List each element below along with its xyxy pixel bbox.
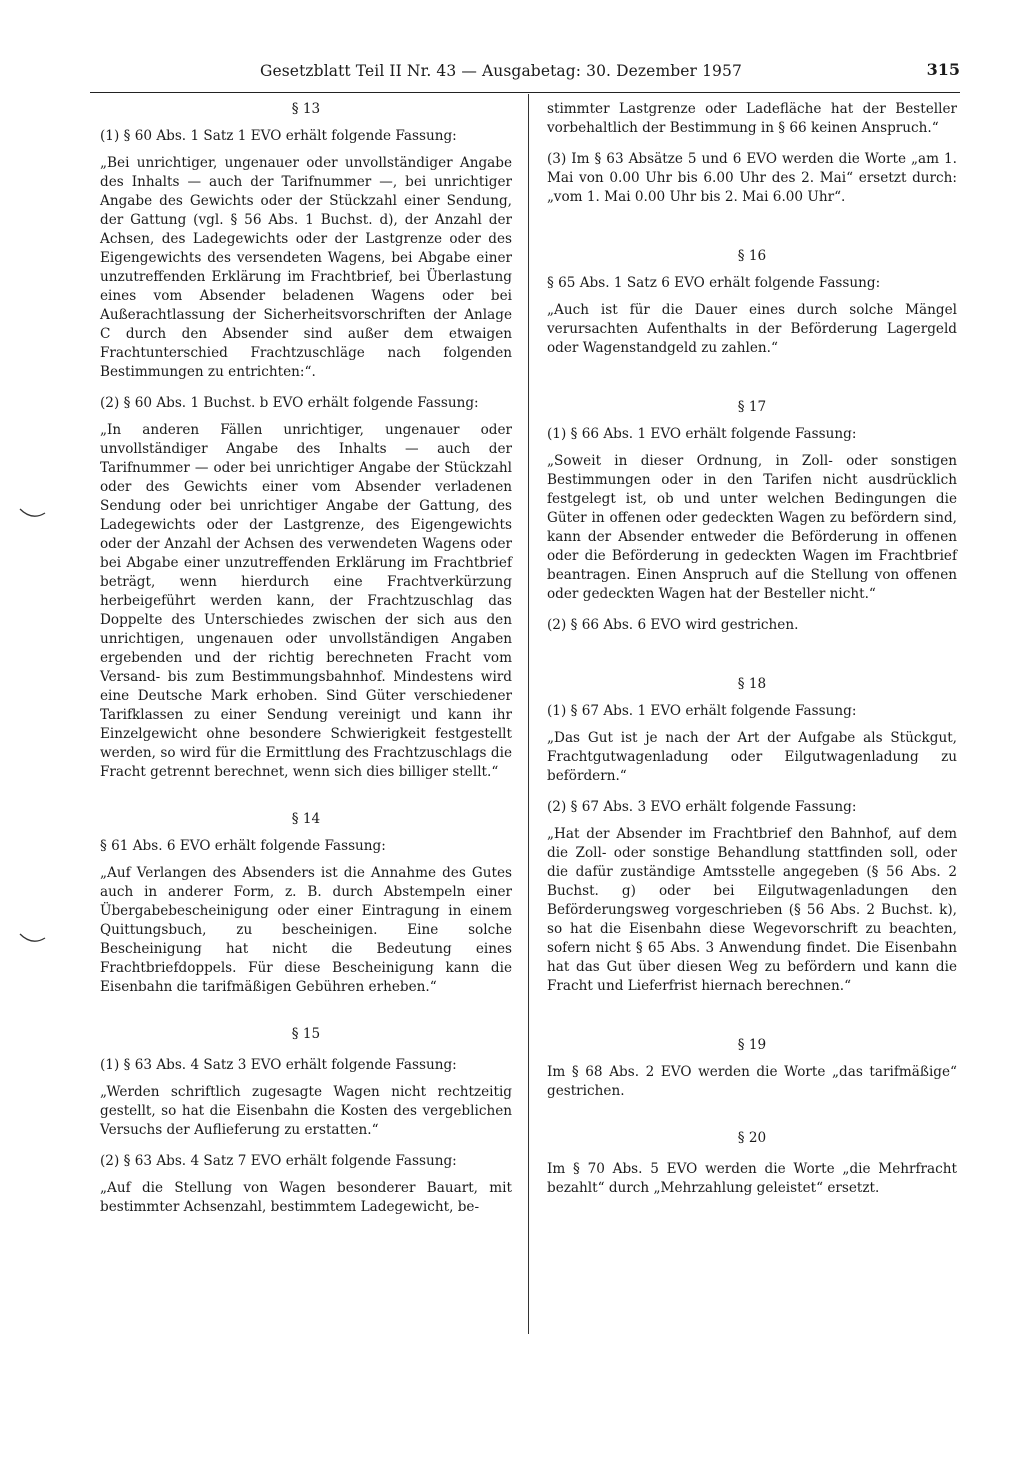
section-13-para-1-text: „Bei unrichtiger, ungenauer oder unvollständiger Angabe des Inhalts — auch der Tarifnummer —, bei unrichtiger Angabe des Gewichts oder der Stückzahl einer Sendung, der Gattung (vgl. § 56 Abs. 1 Buchst. d), der Anzahl der Achsen, des Ladegewichts oder der Lastgrenze oder des Eigengewichts des versendeten Wagens, bei Abgabe einer unzutreffenden Erklärung im Frachtbrief, bei Überlastung eines vom Absender beladenen Wagens oder bei Außerachtlassung der Sicherheitsvorschriften der Anlage C durch den Absender sind außer dem etwaigen Frachtunterschied Frachtzuschläge nach folgenden Bestimmungen zu entrichten:“. — [100, 155, 512, 380]
section-18-heading: § 18 — [737, 676, 767, 692]
section-15-heading: § 15 — [291, 1026, 321, 1042]
section-18-para-2-text: „Hat der Absender im Frachtbrief den Bahnhof, auf dem die Zoll- oder sonstige Behandlung stattfinden soll, oder die dafür zuständige Amtsstelle angegeben (§ 56 Abs. 2 Buchst. g) oder bei Eilgutwagenladungen den Beförderungsweg vorgeschrieben (§ 56 Abs. 2 Buchst. k), so hat die Eisenbahn diese Wegevorschrift zu beachten, sofern nicht § 65 Abs. 3 Anwendung findet. Die Eisenbahn hat das Gut über diesen Weg zu befördern und kann die Fracht und Lieferfrist hiernach berechnen.“ — [547, 826, 957, 994]
section-14-intro: § 61 Abs. 6 EVO erhält folgende Fassung: — [100, 838, 386, 854]
section-15-para-2-intro: (2) § 63 Abs. 4 Satz 7 EVO erhält folgende Fassung: — [100, 1153, 457, 1169]
section-20-text: Im § 70 Abs. 5 EVO werden die Worte „die Mehrfracht bezahlt“ durch „Mehrzahlung geleistet“ ersetzt. — [547, 1161, 957, 1196]
section-15-para-2-continued: stimmter Lastgrenze oder Ladefläche hat der Besteller vorbehaltlich der Bestimmung in § 66 keinen Anspruch.“ — [547, 101, 957, 136]
section-16-heading: § 16 — [737, 248, 767, 264]
section-13-heading: § 13 — [291, 101, 321, 117]
page-number: 315 — [926, 60, 960, 79]
section-17-para-1-text: „Soweit in dieser Ordnung, in Zoll- oder sonstigen Bestimmungen oder in den Tarifen nicht ausdrücklich festgelegt ist, ob und unter welchen Bedingungen die Güter in offenen oder gedeckten Wagen zu befördern sind, kann der Absender entweder die Beförderung in offenen oder die Beförderung in gedeckten Wagen im Frachtbrief beantragen. Einen Anspruch auf die Stellung von offenen oder gedeckten Wagen hat der Besteller nicht.“ — [547, 453, 957, 602]
section-18-para-1-text: „Das Gut ist je nach der Art der Aufgabe als Stückgut, Frachtgutwagenladung oder Eilgutwagenladung zu befördern.“ — [547, 730, 957, 784]
section-17-para-2-text: (2) § 66 Abs. 6 EVO wird gestrichen. — [547, 617, 799, 633]
left-column — [100, 100, 512, 1217]
column-divider — [528, 94, 529, 1334]
section-17-para-1-intro: (1) § 66 Abs. 1 EVO erhält folgende Fassung: — [547, 426, 857, 442]
section-17-heading: § 17 — [737, 399, 767, 415]
section-15-para-3-text: (3) Im § 63 Absätze 5 und 6 EVO werden die Worte „am 1. Mai von 0.00 Uhr bis 6.00 Uhr des 2. Mai“ ersetzt durch: „vom 1. Mai 0.00 Uhr bis 2. Mai 6.00 Uhr“. — [547, 151, 957, 205]
section-14-text: „Auf Verlangen des Absenders ist die Annahme des Gutes auch in anderer Form, z. B. durch Abstempeln einer Übergabebescheinigung oder einer Eintragung in einem Quittungsbuch, zu bescheinigen. Eine solche Bescheinigung hat nicht die Bedeutung eines Frachtbriefdoppels. Für diese Bescheinigung kann die Eisenbahn die tarifmäßigen Gebühren erheben.“ — [100, 865, 512, 995]
section-13-para-2-intro: (2) § 60 Abs. 1 Buchst. b EVO erhält folgende Fassung: — [100, 395, 479, 411]
header-title: Gesetzblatt Teil II Nr. 43 — Ausgabetag: 30. Dezember 1957 — [260, 62, 742, 80]
margin-mark — [18, 505, 48, 525]
section-13-para-1-intro: (1) § 60 Abs. 1 Satz 1 EVO erhält folgende Fassung: — [100, 128, 457, 144]
section-16-intro: § 65 Abs. 1 Satz 6 EVO erhält folgende Fassung: — [547, 275, 881, 291]
section-16-text: „Auch ist für die Dauer eines durch solche Mängel verursachten Aufenthalts in der Beförderung Lagergeld oder Wagenstandgeld zu zahlen.“ — [547, 302, 957, 356]
section-14-heading: § 14 — [291, 811, 321, 827]
page-header — [90, 58, 960, 92]
section-18-para-2-intro: (2) § 67 Abs. 3 EVO erhält folgende Fassung: — [547, 799, 857, 815]
margin-mark — [18, 930, 48, 950]
section-19-heading: § 19 — [737, 1037, 767, 1053]
section-15-para-1-intro: (1) § 63 Abs. 4 Satz 3 EVO erhält folgende Fassung: — [100, 1057, 457, 1073]
header-rule — [90, 92, 960, 93]
right-column — [547, 100, 957, 1198]
section-15-para-1-text: „Werden schriftlich zugesagte Wagen nicht rechtzeitig gestellt, so hat die Eisenbahn die Kosten des vergeblichen Versuchs der Auflieferung zu erstatten.“ — [100, 1084, 512, 1138]
section-15-para-2-text: „Auf die Stellung von Wagen besonderer Bauart, mit bestimmter Achsenzahl, bestimmtem Ladegewicht, be- — [100, 1180, 512, 1215]
section-18-para-1-intro: (1) § 67 Abs. 1 EVO erhält folgende Fassung: — [547, 703, 857, 719]
section-13-para-2-text: „In anderen Fällen unrichtiger, ungenauer oder unvollständiger Angabe des Inhalts — auch der Tarifnummer — oder bei unrichtiger Angabe der Stückzahl oder des Gewichts einer vom Absender verladenen Sendung oder bei unrichtiger Angabe der Gattung, des Ladegewichts oder der Lastgrenze, des Eigengewichts oder der Anzahl der Achsen des verwendeten Wagens oder bei Abgabe einer unzutreffenden Erklärung im Frachtbrief beträgt, wenn hierdurch eine Frachtverkürzung herbeigeführt werden kann, der Frachtzuschlag das Doppelte des Unterschiedes zwischen der sich aus den unrichtigen, ungenauen oder unvollständigen Angaben ergebenden und der richtig berechneten Fracht vom Versand- bis zum Bestimmungsbahnhof. Mindestens wird eine Deutsche Mark erhoben. Sind Güter verschiedener Tarifklassen zu einer Sendung vereinigt und kann ihr Einzelgewicht ohne besondere Schwierigkeit festgestellt werden, so wird für die Ermittlung des Frachtzuschlags die Fracht getrennt berechnet, wenn sich dies billiger stellt.“ — [100, 422, 512, 780]
section-20-heading: § 20 — [737, 1130, 767, 1146]
section-19-text: Im § 68 Abs. 2 EVO werden die Worte „das tarifmäßige“ gestrichen. — [547, 1064, 957, 1099]
